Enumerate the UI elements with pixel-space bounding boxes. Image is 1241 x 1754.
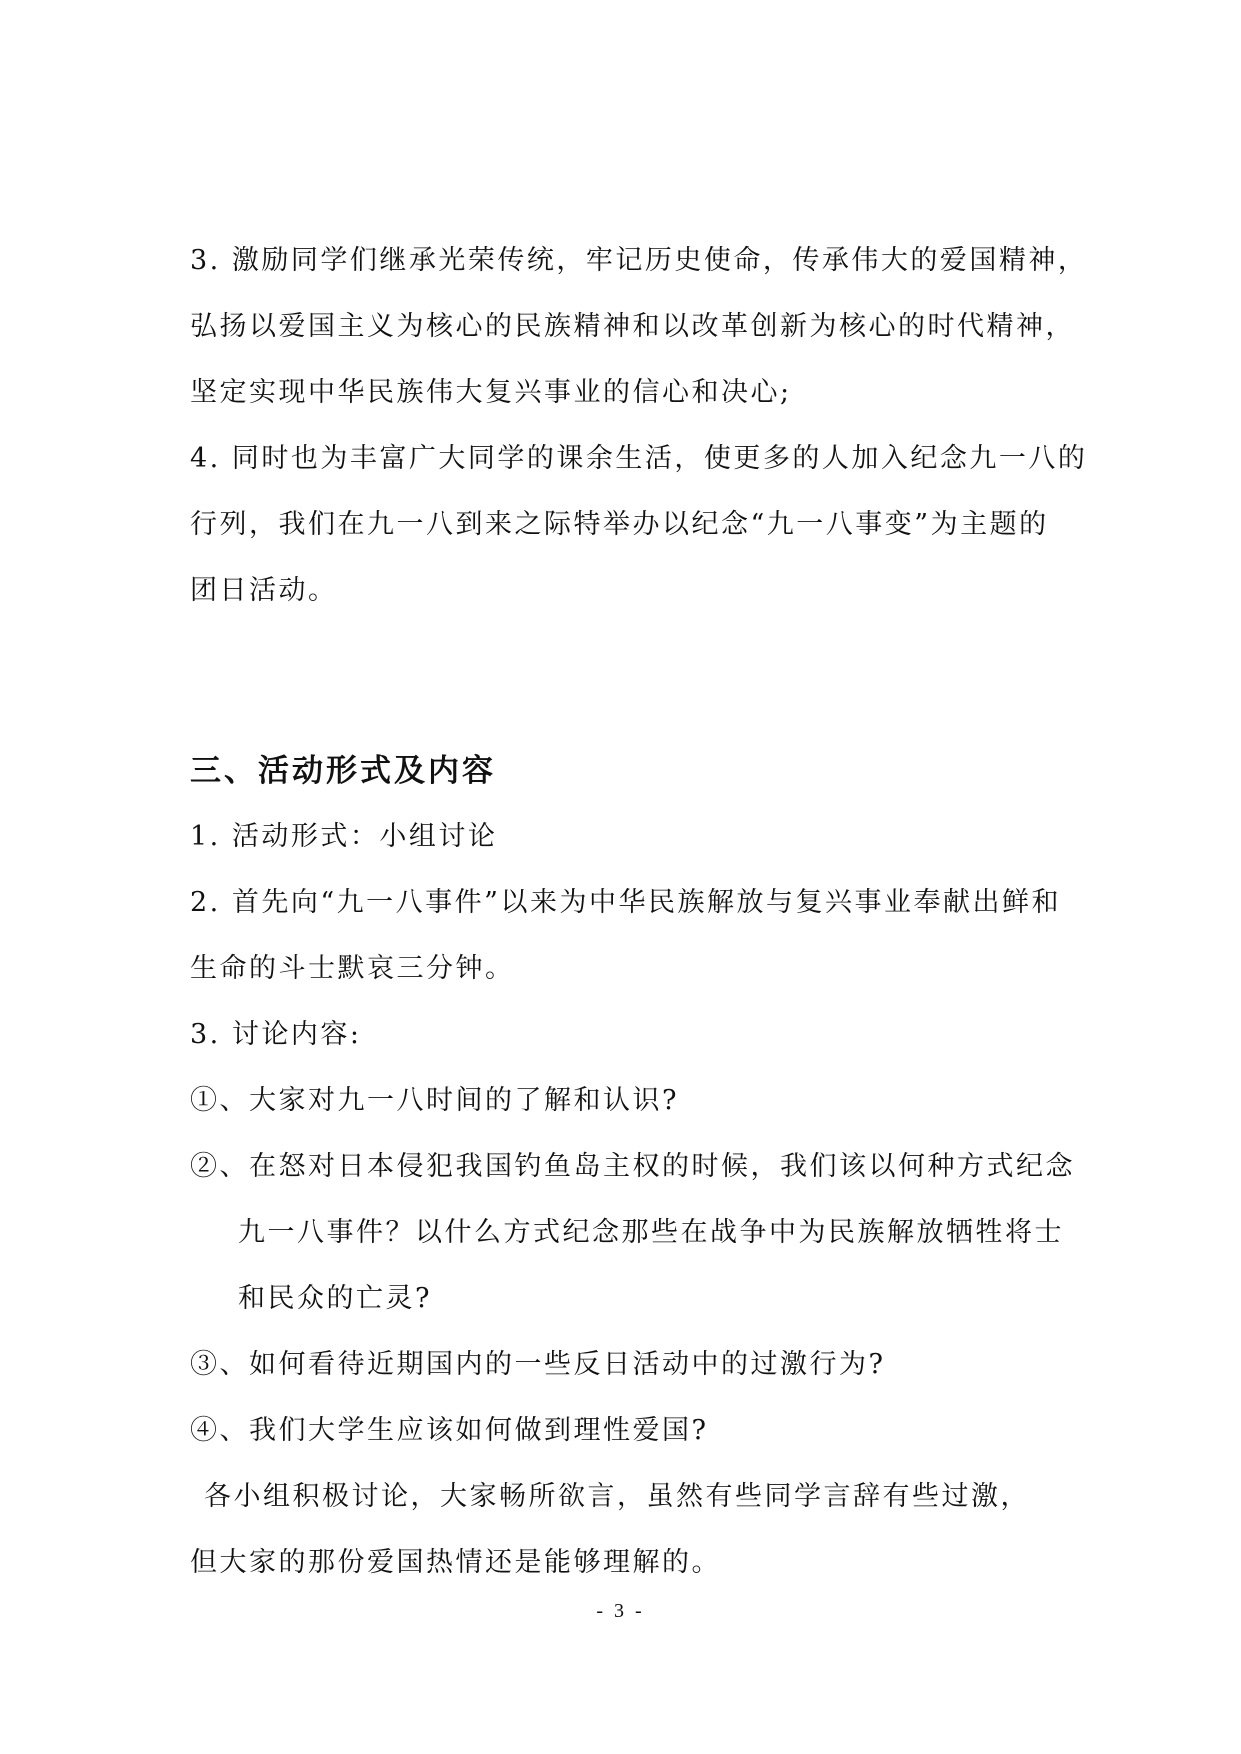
objective-4-line-1: 4. 同时也为丰富广大同学的课余生活，使更多的人加入纪念九一八的 [190,443,1088,474]
question-3: ③、如何看待近期国内的一些反日活动中的过激行为? [190,1349,886,1380]
objective-4-line-2: 行列，我们在九一八到来之际特举办以纪念“九一八事变”为主题的 [190,509,1049,540]
question-4: ④、我们大学生应该如何做到理性爱国? [190,1415,709,1446]
summary-line-2: 但大家的那份爱国热情还是能够理解的。 [190,1547,721,1578]
section-gap [190,624,1060,738]
discussion-label: 3. 讨论内容: [190,1019,362,1050]
question-2-line-3: 和民众的亡灵? [238,1283,432,1314]
silence-line-2: 生命的斗士默哀三分钟。 [190,953,515,984]
objective-4-line-3: 团日活动。 [190,575,338,606]
page-content [190,228,1088,1596]
section-heading: 三、活动形式及内容 [190,753,496,789]
summary-line-1: 各小组积极讨论，大家畅所欲言，虽然有些同学言辞有些过激， [204,1481,1030,1512]
activity-form-line: 1. 活动形式：小组讨论 [190,821,498,852]
objective-3-line-1: 3. 激励同学们继承光荣传统，牢记历史使命，传承伟大的爱国精神， [190,245,1088,276]
question-2-line-1: ②、在怒对日本侵犯我国钓鱼岛主权的时候，我们该以何种方式纪念 [190,1151,1075,1182]
objective-3-line-3: 坚定实现中华民族伟大复兴事业的信心和决心; [190,377,792,408]
objective-3-line-2: 弘扬以爱国主义为核心的民族精神和以改革创新为核心的时代精神， [190,311,1075,342]
silence-line-1: 2. 首先向“九一八事件”以来为中华民族解放与复兴事业奉献出鲜和 [190,887,1061,918]
page-number: - 3 - [596,1600,645,1622]
question-1: ①、大家对九一八时间的了解和认识? [190,1085,679,1116]
question-2-line-2: 九一八事件？以什么方式纪念那些在战争中为民族解放牺牲将士 [238,1217,1064,1248]
